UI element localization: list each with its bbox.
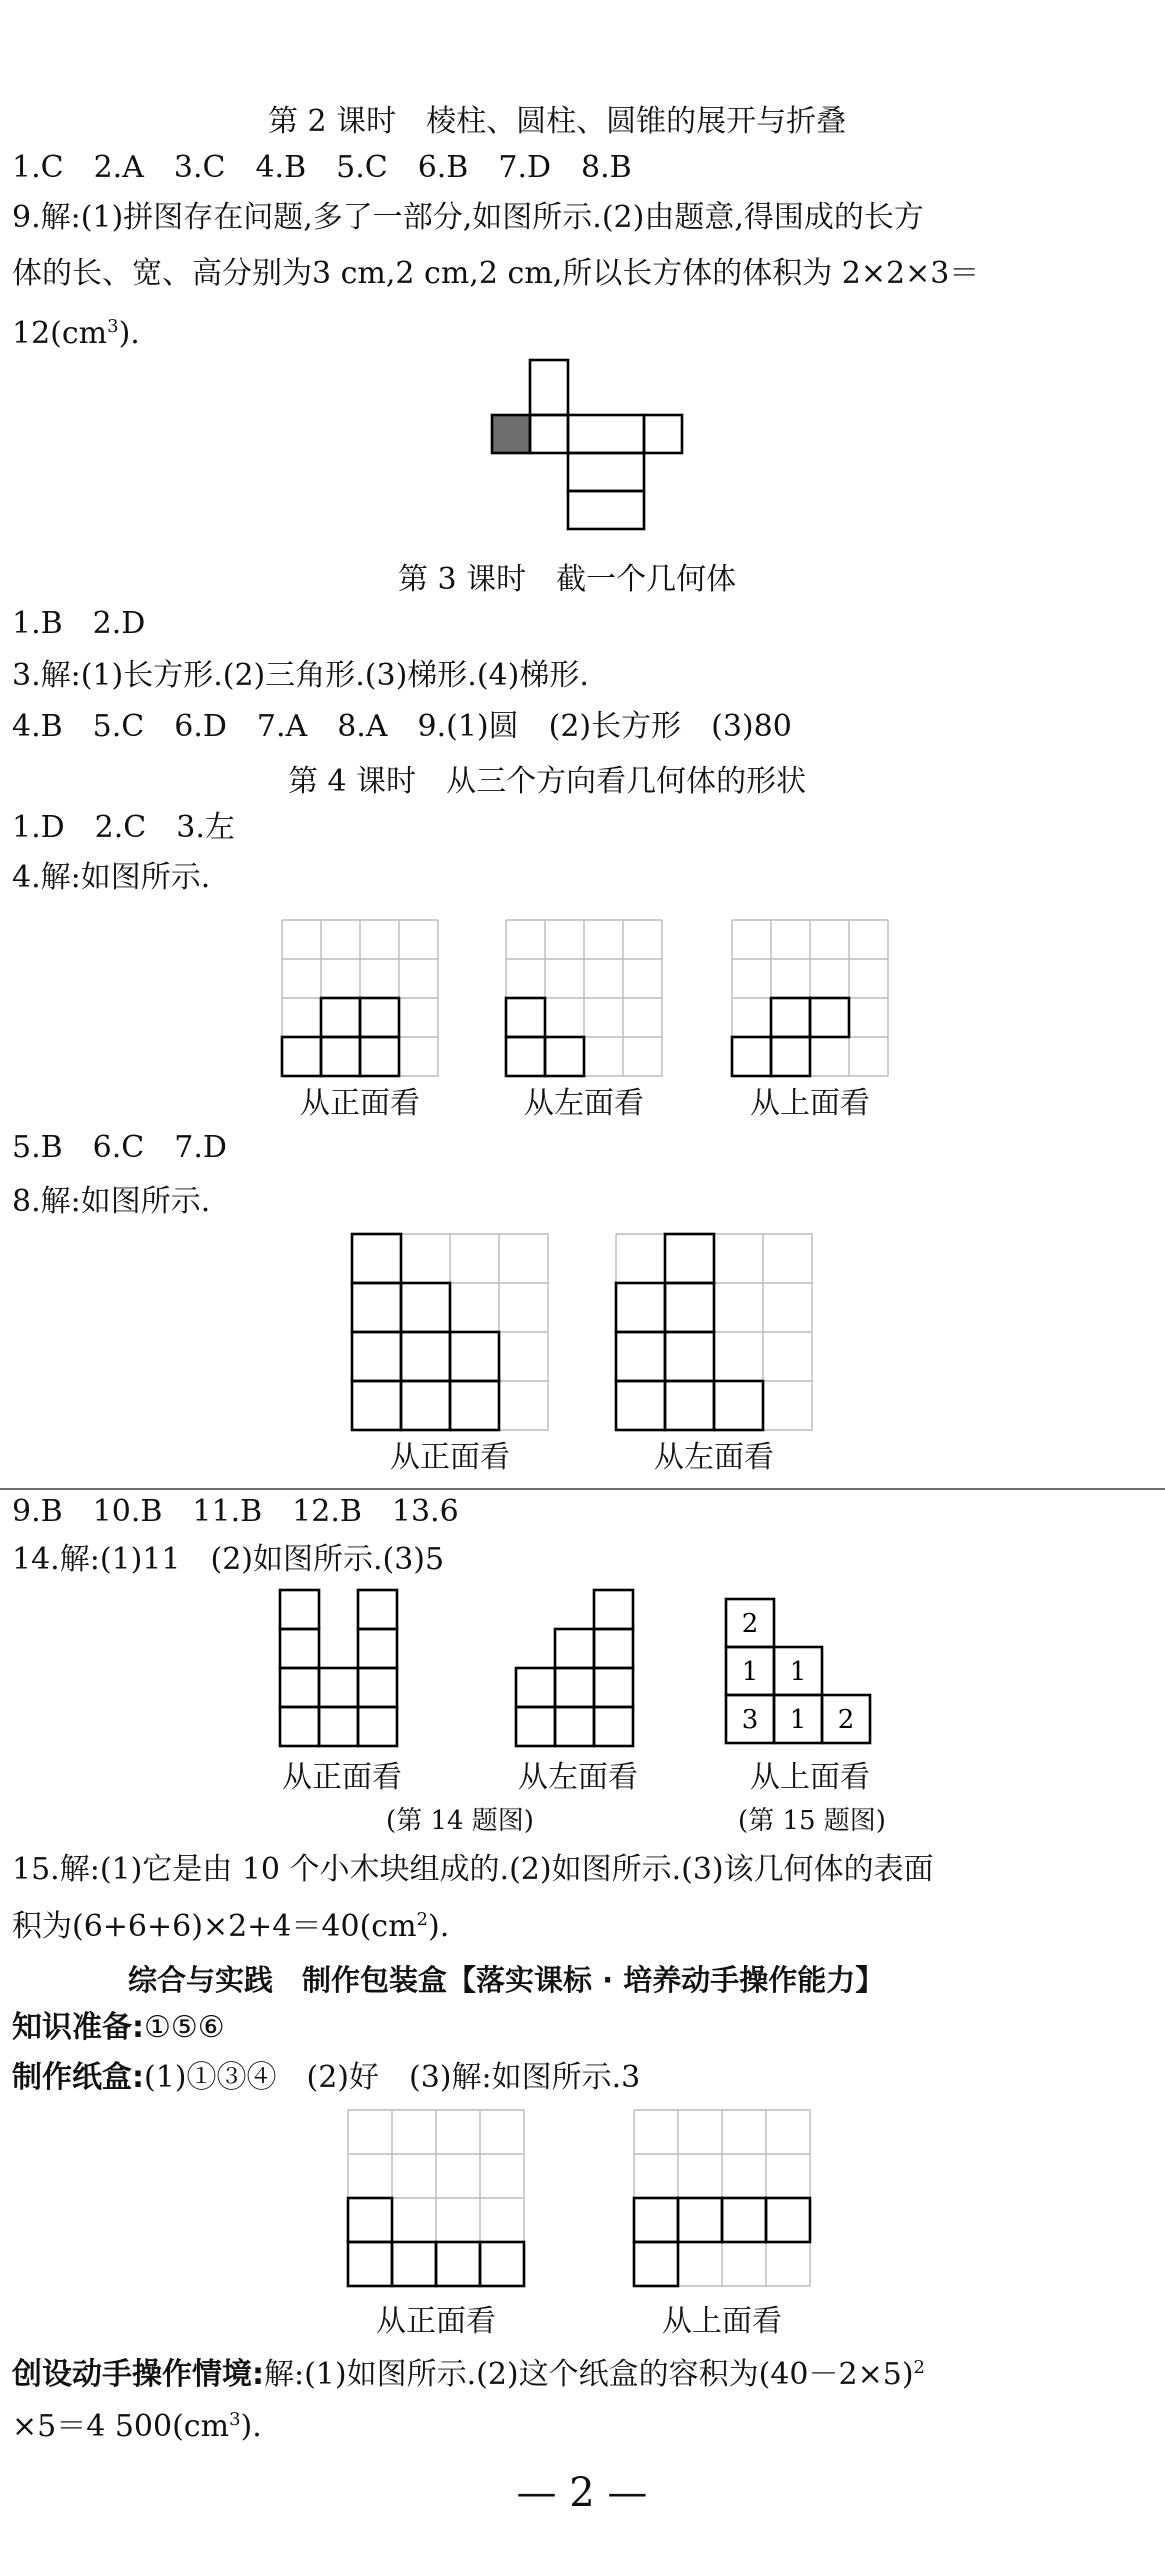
q15-top-view-numbered: [724, 1597, 884, 1747]
q4-caption-top: 从上面看: [750, 1086, 870, 1121]
box-front-view: [346, 2108, 530, 2292]
lesson2-answers: 1.C 2.A 3.C 4.B 5.C 6.B 7.D 8.B: [12, 150, 632, 185]
lesson4-q4: 4.解:如图所示.: [12, 860, 211, 895]
grid-number: 2: [741, 1609, 759, 1639]
q14-caption-top: 从上面看: [750, 1760, 870, 1795]
q4-top-view: [730, 918, 890, 1078]
q15-line2: 积为$(6+6+6)\times 2+4=40(cm^2)$.: [12, 1909, 450, 1944]
box-top-view: [632, 2108, 816, 2292]
page-number: — 2 —: [516, 2470, 648, 2516]
lesson4-q14: 14.解:(1)11 (2)如图所示.(3)5: [12, 1542, 445, 1577]
lesson4-q8: 8.解:如图所示.: [12, 1184, 211, 1219]
lesson4-answers2: 5.B 6.C 7.D: [12, 1130, 227, 1165]
q15-line1: 15.解:(1)它是由 10 个小木块组成的.(2)如图所示.(3)该几何体的表面: [12, 1852, 934, 1887]
prism-net-figure: [488, 356, 688, 536]
box-caption-front: 从正面看: [376, 2304, 496, 2339]
q14-caption-front: 从正面看: [282, 1760, 402, 1795]
q8-left-view: [614, 1232, 814, 1432]
q4-caption-front: 从正面看: [300, 1086, 420, 1121]
scenario-line2: ×5＝4 $500(cm^3)$.: [12, 2409, 262, 2444]
grid-number: 3: [741, 1705, 759, 1735]
grid-number: 2: [837, 1705, 855, 1735]
fig15-caption: (第 15 题图): [738, 1806, 886, 1836]
lesson3-q3: 3.解:(1)长方形.(2)三角形.(3)梯形.(4)梯形.: [12, 658, 589, 693]
scenario-line1: 创设动手操作情境:解:(1)如图所示.(2)这个纸盒的容积为$(40-2\times 5)^2$: [12, 2357, 925, 2392]
q14-caption-left: 从左面看: [518, 1760, 638, 1795]
grid-number: 1: [741, 1657, 759, 1687]
fig14-caption: (第 14 题图): [386, 1806, 534, 1836]
grid-number: 1: [789, 1657, 807, 1687]
lesson4-answers3: 9.B 10.B 11.B 12.B 13.6: [12, 1494, 459, 1529]
lesson4-title: 第 4 课时 从三个方向看几何体的形状: [288, 764, 807, 799]
lesson2-title: 第 2 课时 棱柱、圆柱、圆锥的展开与折叠: [268, 104, 847, 139]
q14-front-view: [278, 1588, 402, 1748]
lesson3-answers1: 1.B 2.D: [12, 606, 146, 641]
lesson3-answers2: 4.B 5.C 6.D 7.A 8.A 9.(1)圆 (2)长方形 (3)80: [12, 709, 792, 744]
q8-front-view: [350, 1232, 550, 1432]
knowledge-line: 知识准备:①⑤⑥: [12, 2010, 225, 2045]
practice-title: 综合与实践 制作包装盒【落实课标 · 培养动手操作能力】: [128, 1963, 885, 1997]
lesson3-title: 第 3 课时 截一个几何体: [398, 562, 737, 597]
q9-line3: $12(cm^3)$.: [12, 316, 140, 351]
q9-line2: 体的长、宽、高分别为3 cm,2 cm,2 cm,所以长方体的体积为 2×2×3＝: [12, 256, 980, 291]
q4-front-view: [280, 918, 440, 1078]
q4-left-view: [504, 918, 664, 1078]
shaded-extra-cell: [492, 415, 530, 453]
q14-left-view: [514, 1588, 638, 1748]
q8-caption-left: 从左面看: [654, 1440, 774, 1475]
box-line: 制作纸盒:(1)①③④ (2)好 (3)解:如图所示.3: [12, 2060, 641, 2095]
grid-number: 1: [789, 1705, 807, 1735]
q4-caption-left: 从左面看: [524, 1086, 644, 1121]
box-caption-top: 从上面看: [662, 2304, 782, 2339]
q8-caption-front: 从正面看: [390, 1440, 510, 1475]
lesson4-answers1: 1.D 2.C 3.左: [12, 810, 235, 845]
q9-line1: 9.解:(1)拼图存在问题,多了一部分,如图所示.(2)由题意,得围成的长方: [12, 200, 924, 235]
